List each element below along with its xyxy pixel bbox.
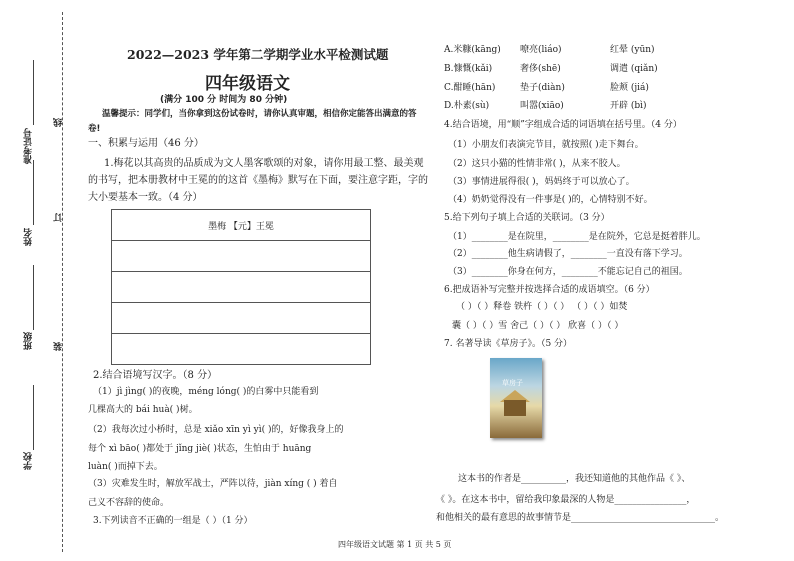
- poem-line-cell[interactable]: [112, 303, 371, 334]
- q1-line-2: 的书写，把本册教材中王冕的的这首《墨梅》默写在下面，要注意字距，字的: [88, 175, 428, 186]
- q2-3-line-a: （3）灾难发生时，解放军战士，严阵以待，jiàn xíng ( ) 着自: [88, 479, 338, 489]
- q2-2-line-b: 每个 xì bāo( )都处于 jǐng jiè( )状态，生怕由于 huāng: [88, 444, 312, 454]
- q7-title: 7. 名著导读《草房子》。（5 分）: [444, 339, 573, 349]
- exam-no-label: 准考证号: [24, 128, 34, 164]
- q2-title: 2.结合语境写汉字。（8 分）: [93, 370, 218, 381]
- tip-line-1: 温馨提示：同学们，当你拿到这份试卷时，请你认真审题，相信你定能答出满意的答: [102, 109, 417, 119]
- opt-d-2: 叫嚣(xiāo): [520, 101, 564, 111]
- q5-1: （1）________是在院里，________是在院外，它总是挺着胖儿。: [448, 232, 706, 242]
- opt-b-3: 调遣 (qiǎn): [610, 64, 658, 74]
- q7-line-2: 《 》。在这本书中，留给我印象最深的人物是________________，: [436, 495, 696, 505]
- poem-header: 墨梅 【元】王冕: [208, 221, 274, 232]
- q4-3: （3）事情进展得很( )，妈妈终于可以放心了。: [448, 177, 635, 187]
- q5-2: （2）________他生病请假了，________一直没有落下学习。: [448, 249, 688, 259]
- q4-1: （1）小朋友们表演完节目，就按照( )走下舞台。: [448, 140, 644, 150]
- poem-line-cell[interactable]: [112, 241, 371, 272]
- q5-title: 5.给下列句子填上合适的关联词。（3 分）: [444, 213, 610, 223]
- q7-line-1: 这本书的作者是__________，我还知道他的其他作品《 》、: [458, 474, 691, 484]
- exam-title: 2022—2023 学年第二学期学业水平检测试题: [127, 47, 389, 62]
- section-heading: 一、积累与运用（46 分）: [88, 138, 204, 149]
- opt-c-3: 脸颊 (jiá): [610, 83, 649, 93]
- school-underline: [33, 385, 34, 450]
- gutter-line-char: 线: [54, 118, 64, 127]
- opt-b-2: 奢侈(shē): [520, 64, 561, 74]
- poem-header-cell: [112, 210, 371, 241]
- poem-writing-grid: [111, 209, 371, 365]
- q4-title: 4.结合语境，用“顺”字组成合适的词语填在括号里。（4 分）: [444, 120, 682, 130]
- q7-line-3: 和他相关的最有意思的故事情节是________________________________。: [436, 513, 725, 523]
- class-underline: [33, 265, 34, 330]
- q2-3-line-b: 己义不容辞的使命。: [88, 498, 170, 508]
- poem-line-cell[interactable]: [112, 272, 371, 303]
- book-cover-hut: [504, 400, 526, 416]
- gutter-seal-char: 订: [54, 213, 64, 222]
- opt-a-2: 嘹亮(liáo): [520, 45, 562, 55]
- q1-line-1: 1.梅花以其高贵的品质成为文人墨客歌颂的对象，请你用最工整、最美观: [104, 158, 424, 169]
- opt-c-2: 垫子(diàn): [520, 83, 565, 93]
- q6-title: 6.把成语补写完整并按选择合适的成语填空。（6 分）: [444, 285, 655, 295]
- class-label: 班级: [24, 332, 34, 350]
- tip-line-2: 卷!: [88, 124, 101, 134]
- book-cover-title: 草房子: [502, 379, 523, 387]
- poem-line-cell[interactable]: [112, 334, 371, 365]
- opt-d-3: 开辟 (bì): [610, 101, 647, 111]
- opt-a-3: 红晕 (yūn): [610, 45, 655, 55]
- score-time: (满分 100 分 时间为 80 分钟): [160, 95, 288, 105]
- exam-no-underline: [33, 60, 34, 125]
- q1-line-3: 大小要基本一致。（4 分）: [88, 192, 203, 203]
- gutter-dashed-line: [62, 12, 63, 552]
- q4-2: （2）这只小猫的性情非常( )，从来不胶人。: [448, 159, 626, 169]
- page-footer: 四年级语文试题 第 1 页 共 5 页: [338, 540, 452, 549]
- q6-row-1: （ ）（ ）释卷 铁杵（ ）（ ） （ ）（ ）如焚: [456, 302, 628, 312]
- school-label: 学校: [24, 452, 34, 470]
- opt-c-1: C.酣睡(hān): [444, 83, 496, 93]
- book-cover-image: [490, 358, 542, 438]
- q4-4: （4）奶奶觉得没有一件事是( )的，心情特别不好。: [448, 195, 653, 205]
- name-underline: [33, 160, 34, 225]
- opt-d-1: D.朴素(sù): [444, 101, 490, 111]
- subject-title: 四年级语文: [205, 74, 290, 94]
- name-label: 姓名: [24, 228, 34, 246]
- opt-b-1: B.慷慨(kǎi): [444, 64, 493, 74]
- q2-1-line-a: （1）jì jìng( )的夜晚，méng lóng( )的白雾中只能看到: [93, 387, 319, 397]
- q3-title: 3.下列读音不正确的一组是（ ）（1 分）: [93, 516, 253, 526]
- gutter-bind-char: 装: [54, 342, 64, 351]
- q2-2-line-c: luàn( )而掉下去。: [88, 462, 163, 472]
- q5-3: （3）________你身在何方，________不能忘记自己的祖国。: [448, 267, 688, 277]
- q2-1-line-b: 几棵高大的 bái huà( )树。: [88, 405, 198, 415]
- q6-row-2: 囊（ ）（ ）雪 舍己（ ）（ ） 欣喜（ ）（ ）: [452, 321, 624, 331]
- q2-2-line-a: （2）我每次过小桥时，总是 xiǎo xīn yì yì( )的，好像我身上的: [88, 425, 344, 435]
- opt-a-1: A.米糠(kāng): [444, 45, 501, 55]
